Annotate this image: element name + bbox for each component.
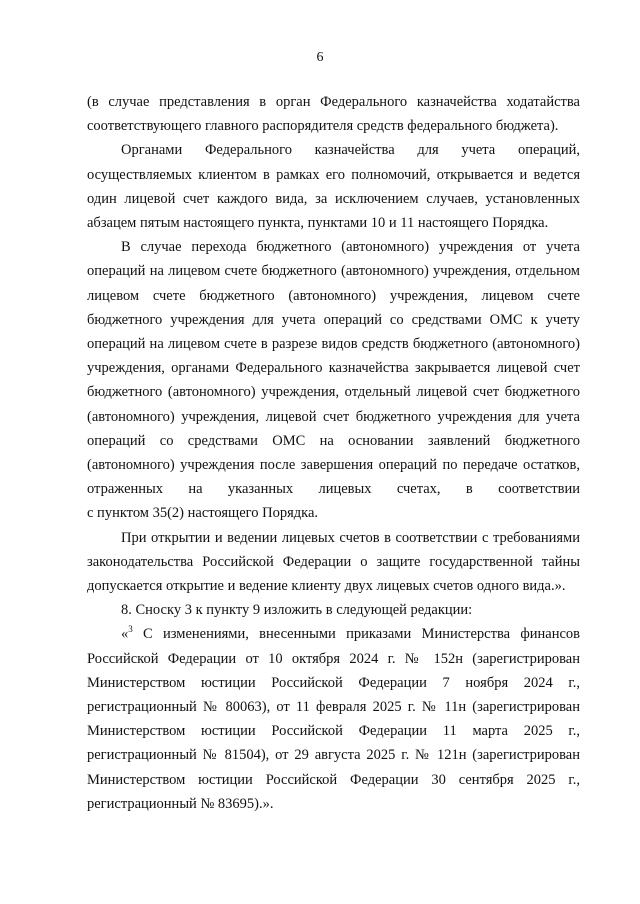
text-line: регистрационный № 83695).». [87,795,274,812]
text-line: лицевом счете бюджетного (автономного) учреждения, лицевом счете [87,287,580,304]
text-line: допускается открытие и ведение клиенту двух лицевых счетов одного вида.». [87,578,566,595]
text-line: отраженных на указанных лицевых счетах, в соответствии [87,481,580,498]
text-line: Российской Федерации от 10 октября 2024 г. № 152н (зарегистрирован [87,650,580,667]
text-line: осуществляемых клиентом в рамках его полномочий, открывается и ведется [87,166,580,183]
page-number: 6 [316,50,324,65]
text-line: (автономного) учреждения после завершения операций по передаче остатков, [87,457,580,474]
footnote-mark: 3 [128,624,133,635]
text-line: регистрационный № 81504), от 29 августа 2025 г. № 121н (зарегистрирован [87,747,580,764]
text-line: При открытии и ведении лицевых счетов в соответствии с требованиями [121,529,580,546]
footnote-paragraph [87,622,580,816]
text-line: Министерством юстиции Российской Федерации 11 марта 2025 г., [87,723,580,740]
text-line: Органами Федерального казначейства для учета операций, [121,142,580,159]
text-line: (в случае представления в орган Федерального казначейства ходатайства [87,94,580,110]
text-line: бюджетного (автономного) учреждения, отдельный лицевой счет бюджетного [87,384,580,401]
text-line: учреждения, органами Федерального казначейства закрывается лицевой счет [87,360,580,377]
text-line: В случае перехода бюджетного (автономного) учреждения от учета [121,239,580,256]
text-line: соответствующего главного распорядителя средств федерального бюджета). [87,118,559,135]
document-body [87,90,580,816]
text-line: 8. Сноску 3 к пункту 9 изложить в следующей редакции: [121,602,473,619]
text-line: операций на лицевом счете в разрезе видов средств бюджетного (автономного) [87,336,580,353]
paragraph [87,90,580,138]
text-line: операций со средствами ОМС на основании заявлений бюджетного [87,432,580,449]
text-line: (автономного) учреждения, лицевой счет бюджетного учреждения для учета [87,408,580,425]
text-line: бюджетного учреждения для учета операций со средствами ОМС к учету [87,311,580,328]
paragraph [87,235,580,525]
paragraph [87,526,580,599]
text-line: законодательства Российской Федерации о защите государственной тайны [87,553,580,570]
text-line: с пунктом 35(2) настоящего Порядка. [87,505,319,522]
text-line: операций на лицевом счете бюджетного (автономного) учреждения, отдельном [87,263,580,280]
text-line: регистрационный № 80063), от 11 февраля 2025 г. № 11н (зарегистрирован [87,699,580,716]
text-line: Министерством юстиции Российской Федерации 30 сентября 2025 г., [87,771,580,788]
text-line [87,622,580,646]
paragraph [87,598,580,622]
text-line-rest: С изменениями, внесенными приказами Министерства финансов [132,626,580,643]
text-line: Министерством юстиции Российской Федерации 7 ноября 2024 г., [87,674,580,691]
text-line: один лицевой счет каждого вида, за исключением случаев, установленных [87,190,580,207]
paragraph [87,138,580,235]
open-quote: « [121,626,129,643]
text-line: абзацем пятым настоящего пункта, пунктами 10 и 11 настоящего Порядка. [87,215,549,232]
